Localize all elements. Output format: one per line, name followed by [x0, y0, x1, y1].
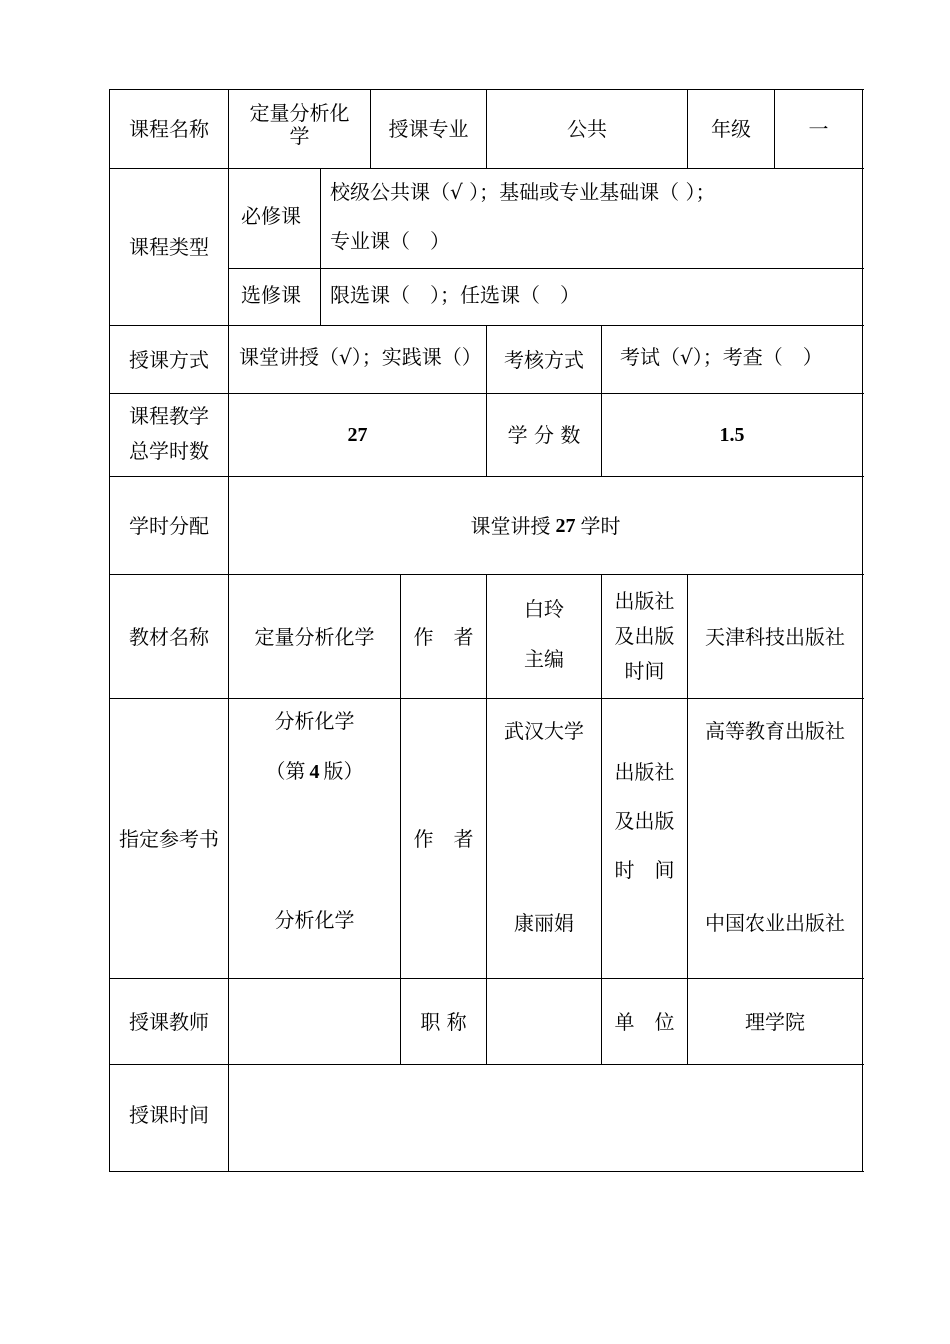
grade-value: 一	[808, 116, 829, 141]
textbook-publisher-label-line3: 时间	[624, 659, 665, 683]
required-course-options-line2: 专业课（ ）	[330, 229, 450, 253]
reference-book-1-edition	[229, 759, 400, 784]
course-name-value-line1: 定量分析化	[249, 101, 350, 125]
textbook-author-line1: 白玲	[524, 597, 564, 621]
textbook-value: 定量分析化学	[254, 624, 375, 649]
instructor-label: 授课教师	[129, 1009, 209, 1034]
reference-book-2-publisher: 中国农业出版社	[705, 911, 845, 935]
reference-author-label: 作 者	[413, 826, 474, 851]
reference-book-1-author: 武汉大学	[504, 719, 584, 743]
teaching-method-value: 课堂讲授（√）；实践课（）	[239, 345, 482, 369]
textbook-author-label: 作 者	[413, 624, 474, 649]
row-divider	[229, 268, 864, 269]
required-course-label: 必修课	[241, 204, 301, 228]
grade-label: 年级	[711, 116, 751, 141]
major-value: 公共	[567, 116, 607, 141]
column-divider	[320, 168, 321, 326]
textbook-publisher-value: 天津科技出版社	[705, 624, 845, 649]
reference-books-label: 指定参考书	[119, 826, 219, 851]
total-hours-label-line1: 课程教学	[129, 404, 209, 428]
unit-label: 单 位	[614, 1009, 675, 1034]
textbook-label: 教材名称	[129, 624, 209, 649]
teaching-time-label: 授课时间	[129, 1103, 209, 1127]
hour-allocation-value	[229, 477, 862, 574]
elective-course-label: 选修课	[241, 283, 301, 307]
textbook-publisher-label-line2: 及出版	[614, 624, 675, 648]
course-name-label: 课程名称	[129, 116, 209, 141]
assessment-method-value: 考试（√）；考查（ ）	[620, 345, 823, 369]
credit-label: 学 分 数	[507, 423, 581, 447]
teaching-method-label: 授课方式	[129, 347, 209, 372]
total-hours-label-line2: 总学时数	[129, 439, 209, 463]
edition-prefix: （第	[265, 759, 306, 783]
hour-allocation-prefix: 课堂讲授	[470, 513, 551, 538]
hour-allocation-suffix: 学时	[580, 513, 621, 538]
reference-publisher-label-line3: 时 间	[614, 858, 675, 882]
textbook-author-line2: 主编	[524, 647, 564, 671]
course-type-label: 课程类型	[129, 235, 209, 259]
major-label: 授课专业	[388, 116, 469, 141]
reference-book-2-title: 分析化学	[274, 908, 355, 932]
table-border-bottom	[109, 1171, 864, 1172]
edition-number: 4	[309, 761, 320, 783]
reference-book-1-publisher: 高等教育出版社	[705, 719, 845, 743]
hour-allocation-hours: 27	[555, 514, 576, 537]
reference-publisher-label-line1: 出版社	[614, 760, 675, 784]
elective-course-options: 限选课（ ）；任选课（ ）	[330, 283, 580, 307]
edition-suffix: 版）	[323, 759, 364, 783]
credit-value: 1.5	[719, 424, 745, 446]
teaching-time-value[interactable]	[229, 1065, 862, 1171]
instructor-value[interactable]	[229, 979, 400, 1064]
hour-allocation-label: 学时分配	[129, 513, 209, 538]
assessment-method-label: 考核方式	[504, 347, 584, 372]
reference-book-1-title: 分析化学	[274, 709, 355, 733]
textbook-publisher-label-line1: 出版社	[614, 589, 675, 613]
course-name-value-line2: 学	[289, 124, 310, 148]
professional-title-value[interactable]	[487, 979, 601, 1064]
reference-publisher-label-line2: 及出版	[614, 809, 675, 833]
reference-book-2-author: 康丽娟	[514, 911, 574, 935]
table-border-right	[862, 89, 863, 1172]
professional-title-label: 职 称	[420, 1009, 467, 1034]
unit-value: 理学院	[745, 1009, 805, 1034]
required-course-options-line1: 校级公共课（√ ）；基础或专业基础课（ ）；	[330, 180, 716, 204]
total-hours-value: 27	[347, 424, 368, 446]
